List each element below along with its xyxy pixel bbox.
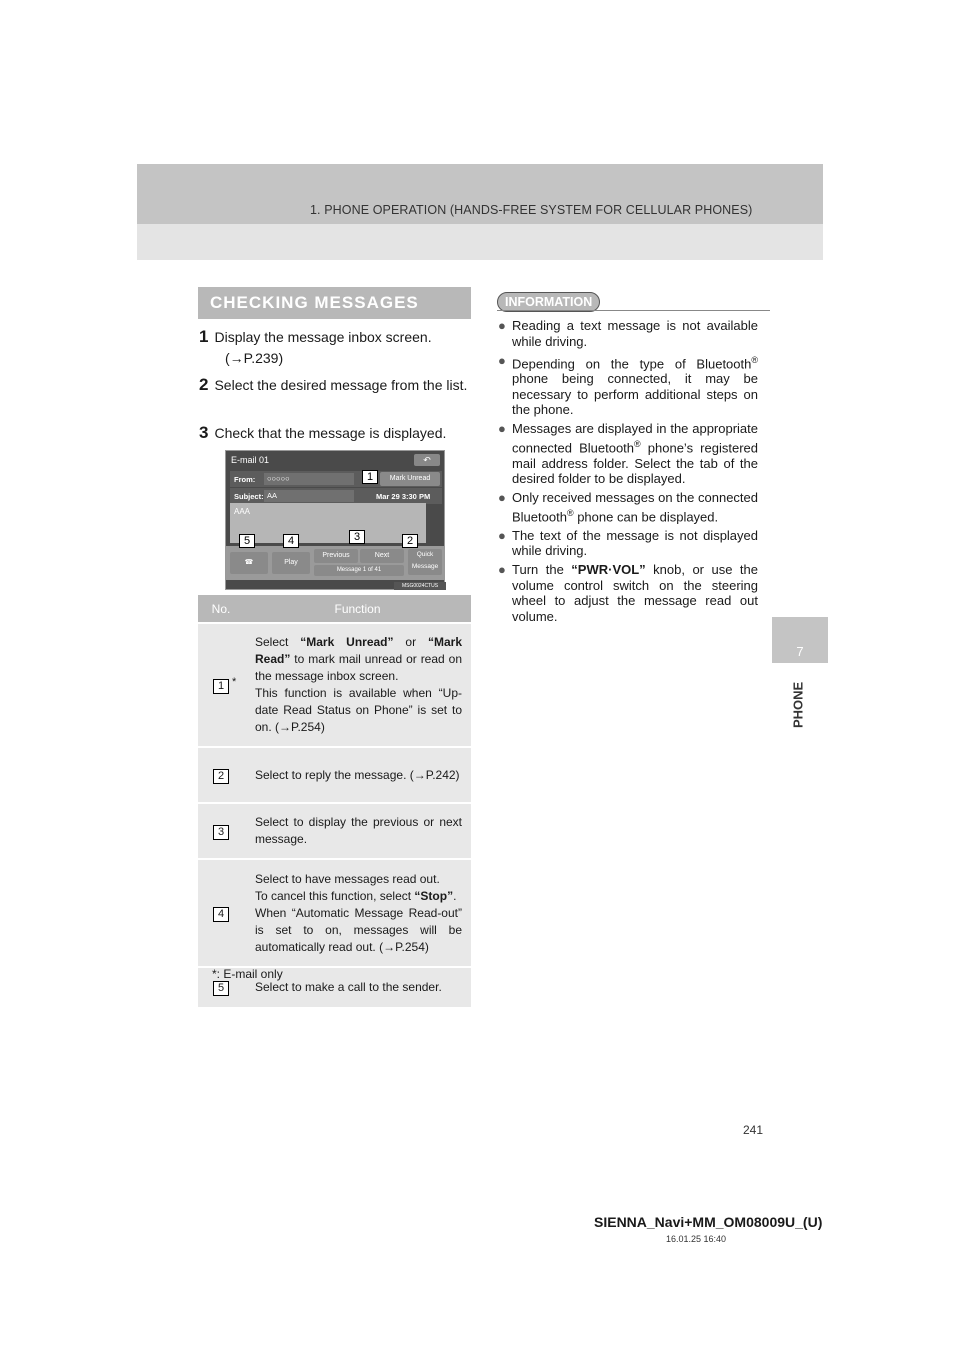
registered-mark: ® [634, 438, 641, 449]
text-run: Select to make a call to the sender. [255, 980, 442, 994]
text-run: Depending on the type of Bluetooth [512, 355, 752, 371]
step-number: 2 [199, 375, 209, 394]
text-run: Only received messages on the connected Bluetooth [512, 490, 758, 524]
mark-unread-button: Mark Unread [380, 472, 440, 486]
image-code: MSG0024CTUS [394, 582, 446, 590]
callout-4: 4 [283, 534, 299, 548]
function-description [244, 859, 471, 967]
step-3 [199, 422, 474, 444]
subject-value: AA [264, 490, 354, 502]
from-label: From: [234, 475, 256, 484]
from-row [230, 471, 442, 487]
bold-text: “Mark Unread” [300, 635, 394, 649]
chapter-label: PHONE [790, 681, 806, 729]
chapter-tab: 7 [772, 617, 828, 663]
text-run: phone can be displayed. [573, 508, 719, 524]
information-item [498, 318, 758, 349]
text-run: Select to display the previous or next message. [255, 815, 462, 846]
text-run: Turn the [512, 562, 572, 578]
text-run: Reading a text message is not available while driving. [512, 318, 758, 349]
row-number-box [213, 675, 237, 694]
row-number-cell [198, 803, 244, 859]
step-2 [199, 374, 474, 396]
step-text: Display the message inbox screen. [214, 329, 432, 345]
information-divider [497, 310, 770, 311]
information-item [498, 421, 758, 486]
step-1 [199, 326, 474, 369]
function-table [198, 595, 471, 1007]
row-number: 5 [217, 982, 225, 994]
text-run: Select to reply the message. (→P.242) [255, 767, 460, 782]
text-run: phone being connected, it may be necessary to perform additional steps on the phone. [512, 371, 758, 418]
message-date: Mar 29 3:30 PM [376, 492, 431, 501]
text-run: Select to have messages read out. To cancel this function, select [255, 871, 440, 903]
callout-2: 2 [402, 534, 418, 548]
information-list [498, 318, 758, 628]
text-run: phone’s registered mail address folder. Select the tab of the desired folder to be displayed. [512, 440, 758, 487]
table-row [198, 859, 471, 967]
subject-label: Subject: [234, 492, 264, 501]
screen-controls [226, 546, 445, 580]
step-text: Select the desired message from the list. [214, 377, 468, 393]
information-item [498, 528, 758, 559]
text-run: or [393, 635, 428, 649]
footnote-marker: * [232, 675, 237, 688]
previous-button: Previous [314, 549, 358, 563]
message-body-text: AAA [234, 507, 251, 516]
manual-code: SIENNA_Navi+MM_OM08009U_(U) [594, 1214, 823, 1230]
callout-5: 5 [239, 534, 255, 548]
bold-text: “PWR·VOL” [571, 562, 646, 578]
table-row [198, 803, 471, 859]
row-number: 3 [217, 825, 225, 838]
footnote: *: E-mail only [212, 967, 283, 981]
next-button: Next [360, 549, 404, 563]
information-item [498, 490, 758, 524]
step-ref: (→P.239) [225, 350, 284, 366]
screen-title: E-mail 01 [231, 455, 270, 465]
message-counter: Message 1 of 41 [314, 565, 404, 576]
text-run: Select [255, 635, 301, 649]
column-header-no: No. [198, 595, 244, 623]
play-button: Play [272, 552, 310, 574]
step-number: 1 [199, 327, 209, 346]
message-screen-image [225, 450, 445, 590]
page-number: 241 [743, 1123, 764, 1137]
text-run: The text of the message is not displayed while driving. [512, 527, 758, 559]
step-number: 3 [199, 423, 209, 442]
print-stamp: 16.01.25 16:40 [666, 1234, 727, 1244]
column-header-function: Function [244, 595, 471, 623]
message-body [230, 503, 426, 543]
function-description [244, 623, 471, 747]
row-number-box [213, 825, 229, 840]
section-title: CHECKING MESSAGES [198, 287, 471, 319]
text-run: knob, or use the volume control switch on the steering wheel to adjust the message read out volume. [512, 562, 759, 624]
table-row [198, 623, 471, 747]
row-number-box [213, 907, 229, 922]
text-run: . When “Automatic Message Read-out” is set to on, messages will be automatically read out. (→P.254) [255, 888, 462, 954]
information-item [498, 562, 758, 624]
callout-3: 3 [349, 530, 365, 544]
step-text: Check that the message is displayed. [214, 425, 447, 441]
from-value: ○○○○○ [264, 473, 354, 485]
callout-1: 1 [362, 470, 378, 484]
row-number: 2 [217, 769, 225, 782]
subject-row [230, 488, 442, 504]
information-badge: INFORMATION [497, 292, 600, 312]
row-number-box [213, 769, 229, 784]
bold-text: “Stop” [414, 888, 454, 903]
row-number-box [213, 981, 229, 996]
function-description [244, 803, 471, 859]
header-title: 1. PHONE OPERATION (HANDS-FREE SYSTEM FOR CELLULAR PHONES) [310, 203, 753, 217]
row-number-cell [198, 623, 244, 747]
registered-mark: ® [751, 354, 758, 365]
text-run: Messages are displayed in the appropriate connected Bluetooth [512, 421, 758, 456]
back-icon: ↶ [414, 454, 440, 466]
bold-text: “Mark Read” [255, 635, 462, 666]
quick-message-button: Quick Message [408, 549, 442, 575]
text-run: to mark mail unread or read on the message inbox screen. This function is available when “Up-date Read Status on Phone” is set to on. (→P.254) [255, 652, 462, 734]
row-number: 1 [217, 679, 225, 692]
row-number: 4 [217, 907, 225, 920]
row-number-cell [198, 859, 244, 967]
row-number-cell [198, 747, 244, 803]
call-icon: ☎ [230, 552, 268, 574]
information-item [498, 353, 758, 418]
registered-mark: ® [566, 507, 574, 518]
function-description [244, 747, 471, 803]
table-row [198, 747, 471, 803]
